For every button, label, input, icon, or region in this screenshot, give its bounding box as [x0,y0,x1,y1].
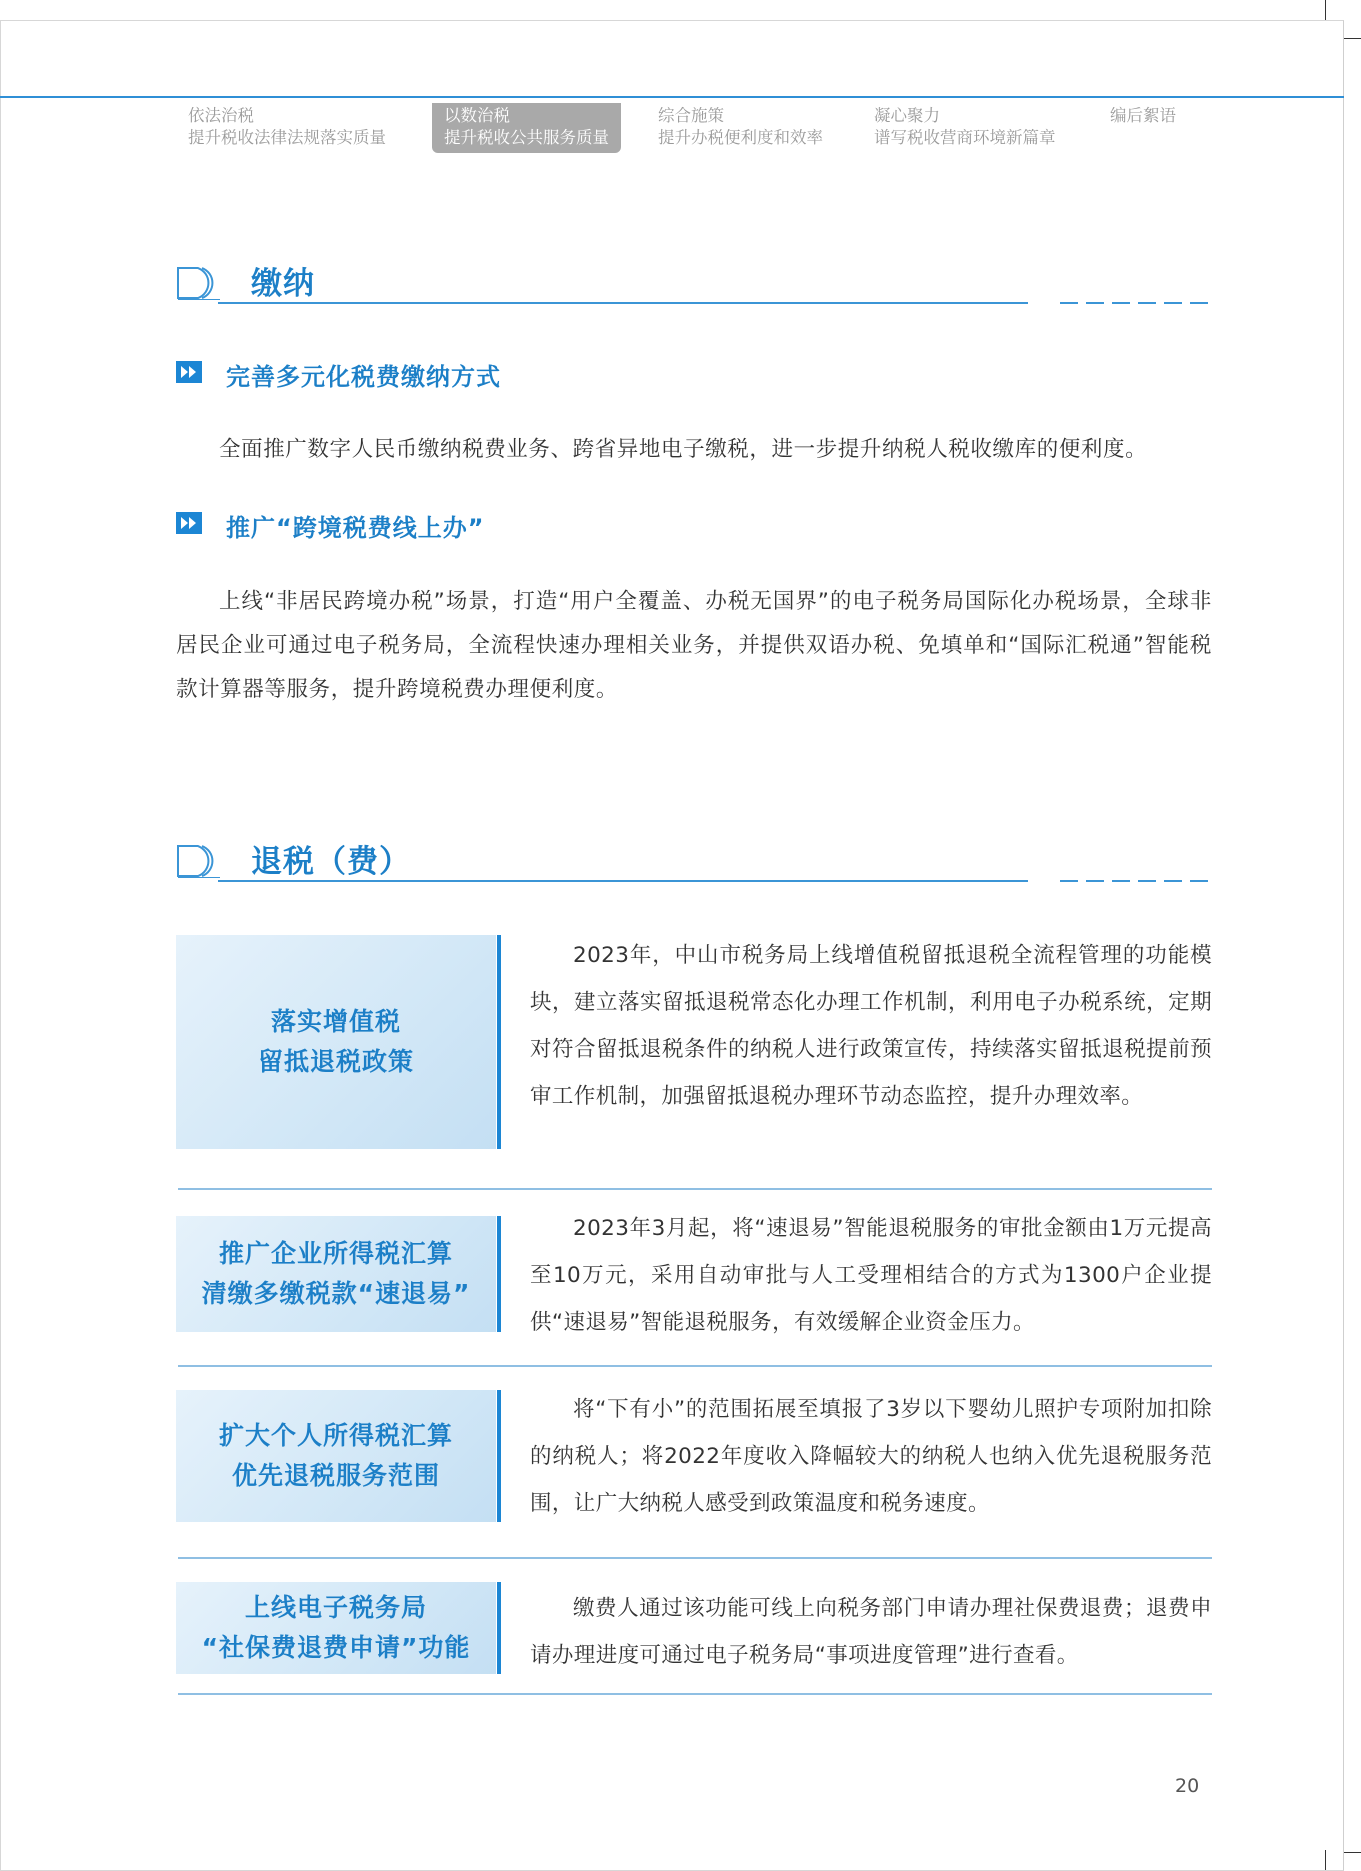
section-title: 缴纳 [251,266,315,302]
paragraph: 上线“非居民跨境办税”场景，打造“用户全覆盖、办税无国界”的电子税务局国际化办税场景，全球非居民企业可通过电子税务局，全流程快速办理相关业务，并提供双语办税、免填单和“国际汇税通”智能税款计算器等服务，提升跨境税费办理便利度。 [176,589,1212,702]
nav-item-chapter-1[interactable] [176,103,398,153]
nav-item-chapter-3[interactable] [646,103,835,153]
row-rule [178,1188,1212,1190]
nav-item-subtitle: 提升税收公共服务质量 [444,128,609,147]
crop-mark [1344,38,1361,39]
refund-item-label [176,935,496,1149]
nav-item-subtitle: 提升办税便利度和效率 [658,128,823,147]
section-title: 退税（费） [251,844,411,880]
section-rule [218,302,1028,304]
paragraph: 全面推广数字人民币缴纳税费业务、跨省异地电子缴税，进一步提升纳税人税收缴库的便利度。 [219,437,1148,462]
nav-item-title: 凝心聚力 [874,106,940,125]
nav-item-chapter-4[interactable] [862,103,1068,153]
section-header-payment [176,254,1212,314]
label-line: 落实增值税 [270,1007,401,1036]
refund-item-text: 将“下有小”的范围拓展至填报了3岁以下婴幼儿照护专项附加扣除的纳税人；将2022年度收入降幅较大的纳税人也纳入优先退税服务范围，让广大纳税人感受到政策温度和税务速度。 [530,1397,1212,1516]
row-rule [178,1693,1212,1695]
double-arrow-icon [176,361,202,383]
row-divider-bar [497,935,501,1149]
nav-item-title: 依法治税 [188,106,254,125]
refund-item-label [176,1216,496,1332]
refund-item-text: 缴费人通过该功能可线上向税务部门申请办理社保费退费；退费申请办理进度可通过电子税务局“事项进度管理”进行查看。 [530,1596,1212,1668]
section-header-refund [176,832,1212,892]
nav-item-title: 综合施策 [658,106,724,125]
label-line: 上线电子税务局 [244,1593,427,1622]
refund-item-label [176,1390,496,1522]
double-arrow-icon [176,512,202,534]
crop-mark [1325,0,1326,20]
section-mark-icon [176,844,224,878]
label-line: 留抵退税政策 [257,1047,414,1076]
subheading-text: 完善多元化税费缴纳方式 [226,363,501,391]
refund-item-label [176,1582,496,1674]
page-number: 20 [1175,1775,1200,1797]
section-rule [218,880,1028,882]
header-line [0,96,1344,98]
label-line: 清缴多缴税款“速退易” [201,1279,471,1308]
label-line: “社保费退费申请”功能 [201,1633,471,1662]
section-rule-dashes [1060,302,1212,304]
row-divider-bar [497,1216,501,1332]
refund-item-text: 2023年3月起，将“速退易”智能退税服务的审批金额由1万元提高至10万元，采用自动审批与人工受理相结合的方式为1300户企业提供“速退易”智能退税服务，有效缓解企业资金压力。 [530,1216,1212,1335]
label-line: 优先退税服务范围 [231,1461,440,1490]
nav-item-subtitle: 提升税收法律法规落实质量 [188,128,386,147]
label-line: 推广企业所得税汇算 [218,1239,453,1268]
crop-mark [1344,1852,1361,1853]
section-rule-dashes [1060,880,1212,882]
nav-item-title: 编后絮语 [1110,106,1176,125]
refund-item-text: 2023年，中山市税务局上线增值税留抵退税全流程管理的功能模块，建立落实留抵退税常态化办理工作机制，利用电子办税系统，定期对符合留抵退税条件的纳税人进行政策宣传，持续落实留抵退税提前预审工作机制，加强留抵退税办理环节动态监控，提升办理效率。 [530,943,1212,1109]
nav-item-chapter-2[interactable] [432,103,621,153]
nav-item-chapter-5[interactable] [1098,103,1188,153]
subheading-text: 推广“跨境税费线上办” [226,514,485,542]
row-divider-bar [497,1582,501,1674]
row-rule [178,1365,1212,1367]
row-rule [178,1557,1212,1559]
nav-item-title: 以数治税 [444,106,510,125]
nav-item-subtitle: 谱写税收营商环境新篇章 [874,128,1056,147]
row-divider-bar [497,1390,501,1522]
section-mark-icon [176,266,224,300]
label-line: 扩大个人所得税汇算 [218,1421,453,1450]
